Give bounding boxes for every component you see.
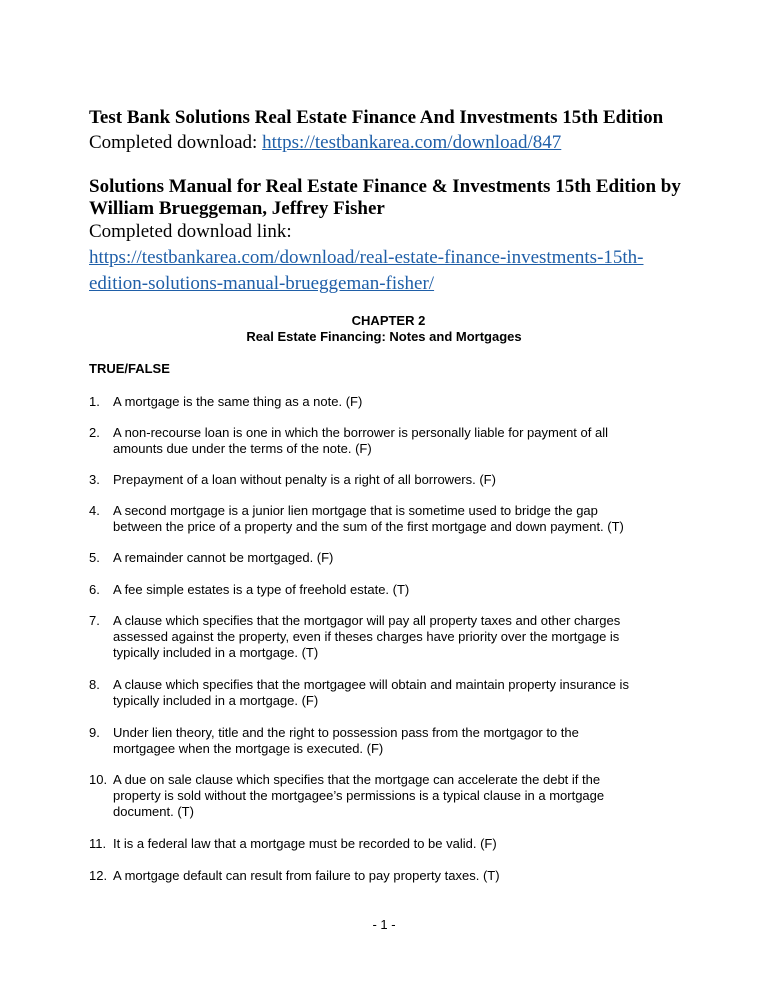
question-item	[89, 677, 689, 709]
question-text: amounts due under the terms of the note. (F)	[113, 441, 372, 456]
question-text: mortgagee when the mortgage is executed. (F)	[113, 741, 384, 756]
question-text: A mortgage is the same thing as a note. (F)	[113, 394, 363, 409]
question-text: typically included in a mortgage. (F)	[113, 693, 319, 708]
solutions-link-line1-wrap	[89, 246, 644, 269]
question-item	[89, 394, 689, 410]
question-item	[89, 725, 689, 757]
question-text: A remainder cannot be mortgaged. (F)	[113, 550, 334, 565]
question-item	[89, 503, 689, 535]
chapter-title: Real Estate Financing: Notes and Mortgages	[246, 329, 522, 344]
question-text: document. (T)	[113, 804, 194, 819]
question-item	[89, 582, 689, 598]
page-number: - 1 -	[372, 917, 396, 932]
question-number: 11.	[89, 836, 107, 851]
question-text: between the price of a property and the sum of the first mortgage and down payment. (T)	[113, 519, 624, 534]
question-item	[89, 472, 689, 488]
question-item	[89, 425, 689, 457]
question-text: typically included in a mortgage. (T)	[113, 645, 319, 660]
solutions-link-line1[interactable]: https://testbankarea.com/download/real-estate-finance-investments-15th-	[89, 247, 644, 268]
question-number: 2.	[89, 425, 100, 440]
question-text: Under lien theory, title and the right to possession pass from the mortgagor to the	[113, 725, 579, 740]
completed-download-link[interactable]: https://testbankarea.com/download/847	[262, 132, 562, 153]
question-number: 1.	[89, 394, 100, 409]
question-number: 5.	[89, 550, 100, 565]
question-number: 3.	[89, 472, 100, 487]
question-text: assessed against the property, even if theses charges have priority over the mortgage is	[113, 629, 620, 644]
question-item	[89, 836, 689, 852]
completed-download-label: Completed download:	[89, 132, 263, 153]
solutions-link-line2[interactable]: edition-solutions-manual-brueggeman-fisher/	[89, 273, 435, 294]
question-text: A due on sale clause which specifies that the mortgage can accelerate the debt if the	[113, 772, 601, 787]
section-heading: TRUE/FALSE	[89, 361, 170, 376]
question-text: It is a federal law that a mortgage must be recorded to be valid. (F)	[113, 836, 497, 851]
question-item	[89, 868, 689, 884]
question-item	[89, 613, 689, 661]
question-text: property is sold without the mortgagee’s permissions is a typical clause in a mortgage	[113, 788, 605, 803]
question-number: 4.	[89, 503, 100, 518]
solutions-link-line2-wrap	[89, 272, 434, 295]
question-number: 9.	[89, 725, 100, 740]
question-number: 10.	[89, 772, 108, 787]
question-text: A second mortgage is a junior lien mortgage that is sometime used to bridge the gap	[113, 503, 598, 518]
page-title: Test Bank Solutions Real Estate Finance And Investments 15th Edition	[89, 107, 664, 128]
question-number: 12.	[89, 868, 108, 883]
question-text: A clause which specifies that the mortgagor will pay all property taxes and other charges	[113, 613, 621, 628]
question-number: 7.	[89, 613, 100, 628]
solutions-title-line1: Solutions Manual for Real Estate Finance & Investments 15th Edition by	[89, 176, 681, 197]
question-number: 6.	[89, 582, 100, 597]
question-item	[89, 772, 689, 820]
completed-download-link-label: Completed download link:	[89, 221, 292, 242]
question-text: A fee simple estates is a type of freehold estate. (T)	[113, 582, 410, 597]
question-text: Prepayment of a loan without penalty is a right of all borrowers. (F)	[113, 472, 496, 487]
solutions-title-line2: William Brueggeman, Jeffrey Fisher	[89, 198, 385, 219]
question-text: A clause which specifies that the mortgagee will obtain and maintain property insurance is	[113, 677, 629, 692]
completed-download-line	[89, 131, 561, 154]
question-number: 8.	[89, 677, 100, 692]
chapter-number: CHAPTER 2	[351, 313, 426, 328]
question-item	[89, 550, 689, 566]
question-text: A mortgage default can result from failure to pay property taxes. (T)	[113, 868, 500, 883]
question-text: A non-recourse loan is one in which the borrower is personally liable for payment of all	[113, 425, 608, 440]
